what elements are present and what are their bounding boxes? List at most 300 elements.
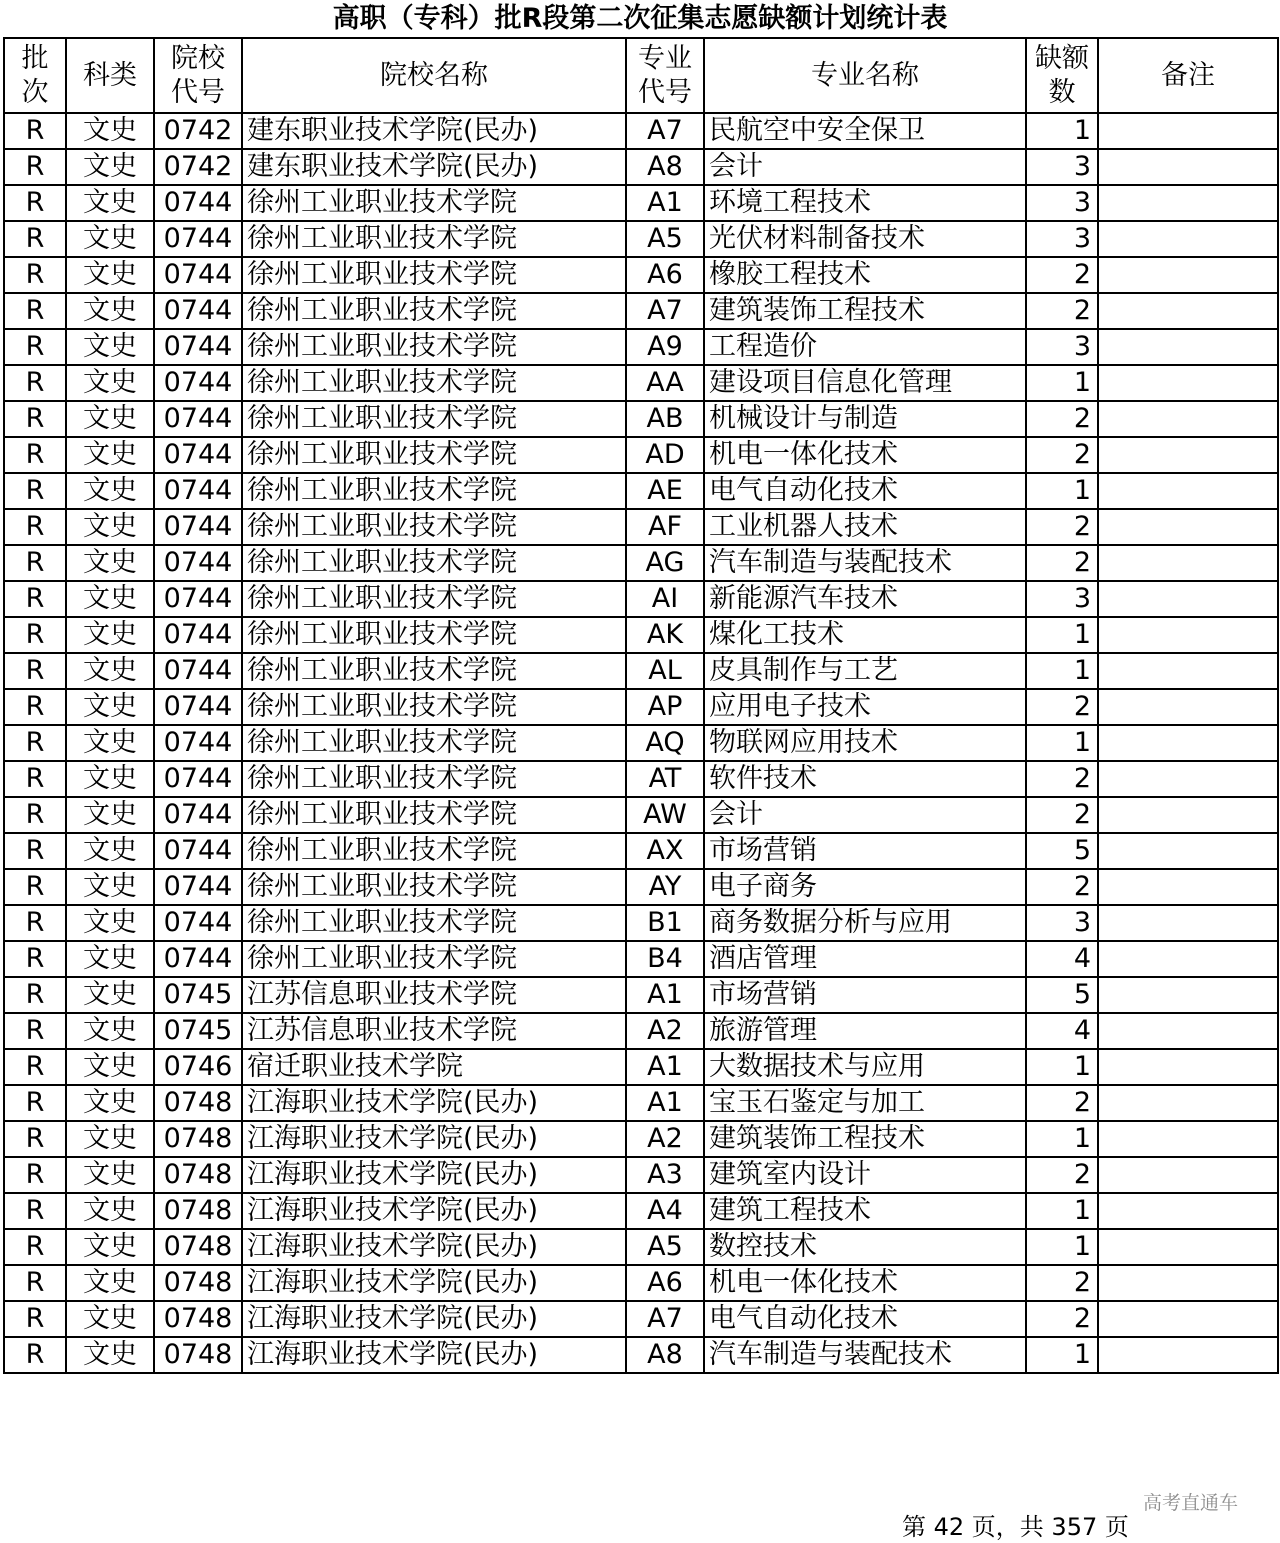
cell-major-name: 机电一体化技术 — [704, 1265, 1026, 1301]
table-row — [4, 1229, 1278, 1265]
cell-remarks — [1098, 1301, 1278, 1337]
cell-batch: R — [4, 509, 66, 545]
header-school-name-line: 院校名称 — [380, 60, 488, 91]
table-row — [4, 941, 1278, 977]
table-row — [4, 689, 1278, 725]
cell-school-code: 0745 — [154, 1013, 242, 1049]
cell-category: 文史 — [66, 1049, 154, 1085]
cell-vacancy: 4 — [1026, 941, 1098, 977]
cell-school-code: 0742 — [154, 113, 242, 149]
cell-remarks — [1098, 1085, 1278, 1121]
cell-major-code: A6 — [626, 257, 704, 293]
header-batch — [4, 38, 66, 113]
header-vacancy-line: 数 — [1048, 76, 1076, 108]
cell-batch: R — [4, 869, 66, 905]
header-major-code-line: 代号 — [638, 76, 692, 108]
cell-major-code: AT — [626, 761, 704, 797]
cell-category: 文史 — [66, 1301, 154, 1337]
cell-category: 文史 — [66, 113, 154, 149]
cell-school-code: 0744 — [154, 833, 242, 869]
cell-major-code: AG — [626, 545, 704, 581]
header-school-code-line: 院校 — [171, 42, 225, 74]
page-title: 高职（专科）批R段第二次征集志愿缺额计划统计表 — [332, 3, 948, 34]
cell-category: 文史 — [66, 149, 154, 185]
table-row — [4, 1157, 1278, 1193]
cell-remarks — [1098, 725, 1278, 761]
header-vacancy-line: 缺额 — [1035, 42, 1089, 74]
cell-school-name: 徐州工业职业技术学院 — [242, 725, 626, 761]
cell-batch: R — [4, 617, 66, 653]
cell-batch: R — [4, 797, 66, 833]
cell-school-code: 0744 — [154, 653, 242, 689]
table-row — [4, 257, 1278, 293]
cell-batch: R — [4, 1049, 66, 1085]
cell-vacancy: 2 — [1026, 401, 1098, 437]
cell-major-name: 煤化工技术 — [704, 617, 1026, 653]
cell-major-code: A8 — [626, 149, 704, 185]
cell-batch: R — [4, 545, 66, 581]
cell-vacancy: 2 — [1026, 509, 1098, 545]
cell-major-name: 大数据技术与应用 — [704, 1049, 1026, 1085]
cell-category: 文史 — [66, 473, 154, 509]
cell-major-name: 建筑工程技术 — [704, 1193, 1026, 1229]
cell-vacancy: 1 — [1026, 725, 1098, 761]
cell-category: 文史 — [66, 725, 154, 761]
cell-school-code: 0746 — [154, 1049, 242, 1085]
header-major-code — [626, 38, 704, 113]
cell-major-code: AW — [626, 797, 704, 833]
cell-school-name: 建东职业技术学院(民办) — [242, 149, 626, 185]
cell-category: 文史 — [66, 1013, 154, 1049]
cell-category: 文史 — [66, 977, 154, 1013]
table-row — [4, 545, 1278, 581]
cell-major-code: B1 — [626, 905, 704, 941]
cell-vacancy: 2 — [1026, 257, 1098, 293]
cell-category: 文史 — [66, 1121, 154, 1157]
cell-major-name: 机电一体化技术 — [704, 437, 1026, 473]
cell-school-name: 徐州工业职业技术学院 — [242, 617, 626, 653]
cell-major-name: 电子商务 — [704, 869, 1026, 905]
cell-category: 文史 — [66, 1229, 154, 1265]
cell-batch: R — [4, 1193, 66, 1229]
table-row — [4, 869, 1278, 905]
cell-major-name: 汽车制造与装配技术 — [704, 545, 1026, 581]
cell-school-name: 徐州工业职业技术学院 — [242, 221, 626, 257]
cell-major-name: 酒店管理 — [704, 941, 1026, 977]
cell-major-code: A2 — [626, 1013, 704, 1049]
cell-school-code: 0744 — [154, 545, 242, 581]
cell-major-code: A4 — [626, 1193, 704, 1229]
cell-major-code: AK — [626, 617, 704, 653]
table-row — [4, 149, 1278, 185]
cell-major-name: 皮具制作与工艺 — [704, 653, 1026, 689]
cell-major-name: 应用电子技术 — [704, 689, 1026, 725]
cell-remarks — [1098, 221, 1278, 257]
cell-vacancy: 4 — [1026, 1013, 1098, 1049]
cell-vacancy: 2 — [1026, 437, 1098, 473]
cell-remarks — [1098, 185, 1278, 221]
table-header — [4, 38, 1278, 113]
cell-major-code: A1 — [626, 185, 704, 221]
cell-remarks — [1098, 1049, 1278, 1085]
table-row — [4, 1337, 1278, 1373]
cell-vacancy: 2 — [1026, 293, 1098, 329]
cell-vacancy: 1 — [1026, 1229, 1098, 1265]
cell-major-name: 建筑装饰工程技术 — [704, 1121, 1026, 1157]
cell-school-name: 徐州工业职业技术学院 — [242, 833, 626, 869]
header-major-code-line: 专业 — [638, 42, 692, 74]
cell-major-code: AD — [626, 437, 704, 473]
table-row — [4, 293, 1278, 329]
cell-major-name: 宝玉石鉴定与加工 — [704, 1085, 1026, 1121]
cell-batch: R — [4, 473, 66, 509]
cell-batch: R — [4, 257, 66, 293]
cell-school-name: 宿迁职业技术学院 — [242, 1049, 626, 1085]
cell-school-code: 0744 — [154, 617, 242, 653]
cell-category: 文史 — [66, 653, 154, 689]
cell-vacancy: 1 — [1026, 473, 1098, 509]
cell-batch: R — [4, 329, 66, 365]
header-school-name — [242, 38, 626, 113]
cell-category: 文史 — [66, 509, 154, 545]
cell-vacancy: 2 — [1026, 1301, 1098, 1337]
cell-batch: R — [4, 761, 66, 797]
cell-school-code: 0744 — [154, 761, 242, 797]
cell-school-code: 0748 — [154, 1229, 242, 1265]
cell-school-code: 0744 — [154, 185, 242, 221]
cell-vacancy: 3 — [1026, 185, 1098, 221]
cell-school-code: 0744 — [154, 473, 242, 509]
cell-major-name: 会计 — [704, 149, 1026, 185]
cell-major-code: AL — [626, 653, 704, 689]
cell-major-code: AX — [626, 833, 704, 869]
cell-school-name: 江海职业技术学院(民办) — [242, 1121, 626, 1157]
cell-remarks — [1098, 401, 1278, 437]
cell-remarks — [1098, 257, 1278, 293]
cell-major-name: 市场营销 — [704, 833, 1026, 869]
cell-vacancy: 3 — [1026, 905, 1098, 941]
cell-school-name: 徐州工业职业技术学院 — [242, 797, 626, 833]
cell-major-name: 工业机器人技术 — [704, 509, 1026, 545]
cell-school-code: 0748 — [154, 1301, 242, 1337]
cell-batch: R — [4, 1121, 66, 1157]
table-row — [4, 761, 1278, 797]
cell-batch: R — [4, 905, 66, 941]
cell-school-code: 0748 — [154, 1157, 242, 1193]
cell-school-name: 江海职业技术学院(民办) — [242, 1265, 626, 1301]
cell-school-name: 徐州工业职业技术学院 — [242, 869, 626, 905]
cell-batch: R — [4, 1157, 66, 1193]
cell-school-code: 0748 — [154, 1265, 242, 1301]
cell-major-code: A9 — [626, 329, 704, 365]
cell-remarks — [1098, 797, 1278, 833]
cell-major-name: 环境工程技术 — [704, 185, 1026, 221]
table-row — [4, 977, 1278, 1013]
cell-school-code: 0744 — [154, 221, 242, 257]
table-row — [4, 185, 1278, 221]
cell-vacancy: 1 — [1026, 1049, 1098, 1085]
cell-major-code: A7 — [626, 113, 704, 149]
cell-school-name: 徐州工业职业技术学院 — [242, 473, 626, 509]
cell-major-name: 市场营销 — [704, 977, 1026, 1013]
cell-major-name: 软件技术 — [704, 761, 1026, 797]
table-row — [4, 1193, 1278, 1229]
cell-batch: R — [4, 1085, 66, 1121]
cell-major-code: A5 — [626, 221, 704, 257]
cell-major-name: 民航空中安全保卫 — [704, 113, 1026, 149]
cell-school-code: 0744 — [154, 797, 242, 833]
cell-major-name: 数控技术 — [704, 1229, 1026, 1265]
cell-category: 文史 — [66, 1085, 154, 1121]
cell-school-name: 徐州工业职业技术学院 — [242, 293, 626, 329]
cell-school-name: 徐州工业职业技术学院 — [242, 761, 626, 797]
table-row — [4, 329, 1278, 365]
table-row — [4, 581, 1278, 617]
cell-category: 文史 — [66, 401, 154, 437]
cell-category: 文史 — [66, 905, 154, 941]
cell-school-code: 0744 — [154, 581, 242, 617]
cell-remarks — [1098, 1229, 1278, 1265]
cell-school-name: 江海职业技术学院(民办) — [242, 1193, 626, 1229]
table-row — [4, 509, 1278, 545]
cell-category: 文史 — [66, 365, 154, 401]
cell-batch: R — [4, 401, 66, 437]
cell-category: 文史 — [66, 617, 154, 653]
cell-school-name: 江海职业技术学院(民办) — [242, 1157, 626, 1193]
cell-remarks — [1098, 1193, 1278, 1229]
cell-major-name: 建筑室内设计 — [704, 1157, 1026, 1193]
cell-vacancy: 1 — [1026, 113, 1098, 149]
cell-batch: R — [4, 113, 66, 149]
cell-school-code: 0745 — [154, 977, 242, 1013]
cell-vacancy: 2 — [1026, 1265, 1098, 1301]
cell-major-code: A7 — [626, 293, 704, 329]
cell-major-code: A2 — [626, 1121, 704, 1157]
cell-school-code: 0748 — [154, 1085, 242, 1121]
cell-school-code: 0744 — [154, 401, 242, 437]
cell-vacancy: 2 — [1026, 761, 1098, 797]
cell-school-name: 江苏信息职业技术学院 — [242, 1013, 626, 1049]
cell-category: 文史 — [66, 293, 154, 329]
cell-category: 文史 — [66, 689, 154, 725]
cell-school-name: 江海职业技术学院(民办) — [242, 1229, 626, 1265]
cell-vacancy: 1 — [1026, 1337, 1098, 1373]
cell-major-name: 橡胶工程技术 — [704, 257, 1026, 293]
cell-vacancy: 3 — [1026, 221, 1098, 257]
cell-remarks — [1098, 293, 1278, 329]
cell-school-code: 0748 — [154, 1193, 242, 1229]
cell-vacancy: 3 — [1026, 329, 1098, 365]
cell-remarks — [1098, 581, 1278, 617]
table-row — [4, 1085, 1278, 1121]
cell-vacancy: 1 — [1026, 653, 1098, 689]
cell-major-code: A8 — [626, 1337, 704, 1373]
header-remarks — [1098, 38, 1278, 113]
header-remarks-line: 备注 — [1161, 60, 1215, 91]
cell-remarks — [1098, 1265, 1278, 1301]
quota-table — [3, 37, 1279, 1374]
cell-major-name: 物联网应用技术 — [704, 725, 1026, 761]
cell-school-name: 徐州工业职业技术学院 — [242, 545, 626, 581]
cell-vacancy: 3 — [1026, 149, 1098, 185]
cell-major-code: AY — [626, 869, 704, 905]
cell-major-code: AB — [626, 401, 704, 437]
cell-major-code: AI — [626, 581, 704, 617]
cell-vacancy: 2 — [1026, 545, 1098, 581]
cell-school-code: 0744 — [154, 689, 242, 725]
table-row — [4, 113, 1278, 149]
cell-major-name: 工程造价 — [704, 329, 1026, 365]
header-school-code — [154, 38, 242, 113]
table-row — [4, 905, 1278, 941]
cell-batch: R — [4, 833, 66, 869]
cell-remarks — [1098, 689, 1278, 725]
cell-remarks — [1098, 545, 1278, 581]
cell-vacancy: 3 — [1026, 581, 1098, 617]
page-number: 第 42 页，共 357 页 — [902, 1513, 1129, 1541]
header-batch-line: 批 — [21, 42, 49, 74]
cell-major-code: A1 — [626, 1049, 704, 1085]
cell-remarks — [1098, 1157, 1278, 1193]
cell-major-code: AP — [626, 689, 704, 725]
cell-remarks — [1098, 1121, 1278, 1157]
cell-remarks — [1098, 437, 1278, 473]
cell-major-code: A1 — [626, 1085, 704, 1121]
cell-school-code: 0744 — [154, 437, 242, 473]
cell-school-code: 0744 — [154, 293, 242, 329]
cell-remarks — [1098, 509, 1278, 545]
cell-school-code: 0744 — [154, 257, 242, 293]
cell-school-name: 徐州工业职业技术学院 — [242, 365, 626, 401]
cell-category: 文史 — [66, 1265, 154, 1301]
cell-school-name: 徐州工业职业技术学院 — [242, 689, 626, 725]
cell-major-name: 建设项目信息化管理 — [704, 365, 1026, 401]
cell-major-name: 商务数据分析与应用 — [704, 905, 1026, 941]
table-row — [4, 473, 1278, 509]
cell-category: 文史 — [66, 437, 154, 473]
table-row — [4, 653, 1278, 689]
cell-major-code: AQ — [626, 725, 704, 761]
cell-major-code: A1 — [626, 977, 704, 1013]
cell-major-name: 建筑装饰工程技术 — [704, 293, 1026, 329]
cell-remarks — [1098, 653, 1278, 689]
cell-major-code: AA — [626, 365, 704, 401]
cell-batch: R — [4, 1337, 66, 1373]
cell-vacancy: 2 — [1026, 689, 1098, 725]
cell-school-name: 徐州工业职业技术学院 — [242, 509, 626, 545]
table-row — [4, 833, 1278, 869]
cell-remarks — [1098, 905, 1278, 941]
cell-remarks — [1098, 149, 1278, 185]
cell-school-name: 江海职业技术学院(民办) — [242, 1301, 626, 1337]
cell-batch: R — [4, 653, 66, 689]
cell-remarks — [1098, 869, 1278, 905]
cell-remarks — [1098, 365, 1278, 401]
table-row — [4, 1301, 1278, 1337]
cell-school-name: 江海职业技术学院(民办) — [242, 1337, 626, 1373]
cell-school-name: 徐州工业职业技术学院 — [242, 329, 626, 365]
cell-major-code: B4 — [626, 941, 704, 977]
cell-school-code: 0744 — [154, 941, 242, 977]
cell-category: 文史 — [66, 1337, 154, 1373]
table-row — [4, 365, 1278, 401]
cell-batch: R — [4, 221, 66, 257]
cell-category: 文史 — [66, 185, 154, 221]
cell-school-name: 徐州工业职业技术学院 — [242, 437, 626, 473]
cell-vacancy: 2 — [1026, 1085, 1098, 1121]
cell-major-name: 会计 — [704, 797, 1026, 833]
cell-category: 文史 — [66, 797, 154, 833]
cell-major-code: A6 — [626, 1265, 704, 1301]
cell-school-code: 0742 — [154, 149, 242, 185]
cell-major-name: 电气自动化技术 — [704, 473, 1026, 509]
cell-major-name: 机械设计与制造 — [704, 401, 1026, 437]
header-vacancy — [1026, 38, 1098, 113]
cell-vacancy: 1 — [1026, 1193, 1098, 1229]
cell-vacancy: 2 — [1026, 797, 1098, 833]
cell-remarks — [1098, 1013, 1278, 1049]
table-row — [4, 725, 1278, 761]
header-batch-line: 次 — [21, 76, 49, 108]
cell-major-name: 汽车制造与装配技术 — [704, 1337, 1026, 1373]
cell-batch: R — [4, 1013, 66, 1049]
cell-category: 文史 — [66, 221, 154, 257]
table-row — [4, 1121, 1278, 1157]
table-row — [4, 1013, 1278, 1049]
cell-school-code: 0744 — [154, 509, 242, 545]
cell-vacancy: 2 — [1026, 869, 1098, 905]
cell-remarks — [1098, 617, 1278, 653]
cell-batch: R — [4, 581, 66, 617]
cell-category: 文史 — [66, 257, 154, 293]
cell-category: 文史 — [66, 581, 154, 617]
cell-school-code: 0744 — [154, 725, 242, 761]
cell-vacancy: 1 — [1026, 365, 1098, 401]
header-school-code-line: 代号 — [171, 76, 225, 108]
cell-school-code: 0744 — [154, 329, 242, 365]
header-major-name-line: 专业名称 — [811, 60, 919, 91]
cell-major-code: AE — [626, 473, 704, 509]
cell-batch: R — [4, 1229, 66, 1265]
cell-school-name: 建东职业技术学院(民办) — [242, 113, 626, 149]
cell-remarks — [1098, 473, 1278, 509]
cell-school-name: 徐州工业职业技术学院 — [242, 905, 626, 941]
cell-category: 文史 — [66, 833, 154, 869]
cell-batch: R — [4, 725, 66, 761]
cell-school-code: 0744 — [154, 905, 242, 941]
cell-school-name: 徐州工业职业技术学院 — [242, 401, 626, 437]
cell-school-name: 徐州工业职业技术学院 — [242, 941, 626, 977]
cell-school-code: 0744 — [154, 869, 242, 905]
cell-major-code: A5 — [626, 1229, 704, 1265]
cell-batch: R — [4, 941, 66, 977]
cell-remarks — [1098, 833, 1278, 869]
cell-batch: R — [4, 1265, 66, 1301]
cell-major-code: A7 — [626, 1301, 704, 1337]
cell-batch: R — [4, 1301, 66, 1337]
cell-category: 文史 — [66, 941, 154, 977]
cell-major-name: 新能源汽车技术 — [704, 581, 1026, 617]
table-row — [4, 401, 1278, 437]
cell-remarks — [1098, 941, 1278, 977]
table-row — [4, 1265, 1278, 1301]
cell-vacancy: 2 — [1026, 1157, 1098, 1193]
cell-major-name: 光伏材料制备技术 — [704, 221, 1026, 257]
cell-category: 文史 — [66, 1193, 154, 1229]
cell-school-name: 徐州工业职业技术学院 — [242, 257, 626, 293]
cell-vacancy: 5 — [1026, 977, 1098, 1013]
cell-remarks — [1098, 977, 1278, 1013]
